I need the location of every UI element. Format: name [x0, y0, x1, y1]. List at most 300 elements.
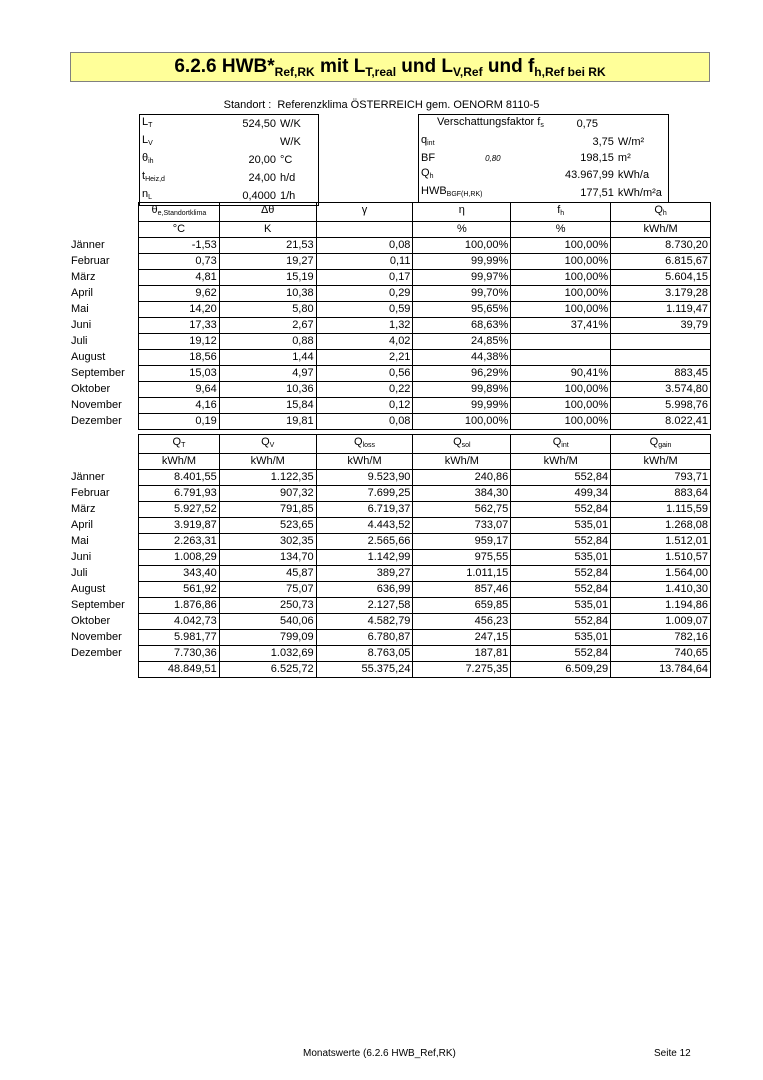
header-subscript: gain: [658, 442, 672, 449]
param-subscript: T: [148, 122, 153, 129]
param-symbol: L: [142, 116, 149, 128]
total-cell: 48.849,51: [139, 662, 220, 678]
value-cell: 99,99%: [413, 398, 511, 414]
value-cell: [611, 334, 711, 350]
column-header: [139, 435, 220, 454]
header-symbol: Δθ: [260, 204, 275, 216]
param-label: [419, 133, 553, 151]
param-value: [204, 133, 278, 151]
value-cell: 100,00%: [511, 286, 611, 302]
value-cell: 2,21: [316, 350, 413, 366]
value-cell: 6.791,93: [139, 486, 220, 502]
month-label: August: [71, 583, 106, 595]
empty-cell: [69, 454, 139, 470]
month-label: Juli: [71, 335, 88, 347]
column-header: [511, 203, 611, 222]
param-symbol: L: [142, 134, 149, 146]
value-cell: 4.443,52: [316, 518, 413, 534]
value-cell: 39,79: [611, 318, 711, 334]
value-cell: 3.919,87: [139, 518, 220, 534]
value-cell: 14,20: [139, 302, 220, 318]
value-cell: 1.119,47: [611, 302, 711, 318]
header-symbol: γ: [361, 204, 368, 216]
value-cell: 2.565,66: [316, 534, 413, 550]
title-part: und f: [482, 56, 535, 77]
value-cell: 18,56: [139, 350, 220, 366]
qint-value: 3,75: [592, 135, 614, 148]
value-cell: 3.574,80: [611, 382, 711, 398]
title-sub: h,Ref bei RK: [534, 65, 606, 79]
param-row-hwb: [419, 184, 669, 203]
footer-title: Monatswerte (6.2.6 HWB_Ref,RK): [303, 1048, 456, 1059]
value-cell: 0,59: [316, 302, 413, 318]
value-cell: 552,84: [511, 646, 611, 662]
value-cell: 100,00%: [511, 254, 611, 270]
title-sub: Ref,RK: [274, 65, 315, 79]
unit-cell: %: [413, 222, 511, 238]
column-header: [316, 435, 413, 454]
hwb-sym: HWB: [421, 185, 447, 197]
value-cell: 523,65: [219, 518, 316, 534]
value-cell: 1,32: [316, 318, 413, 334]
value-cell: 535,01: [511, 630, 611, 646]
table-row: [69, 598, 711, 614]
value-cell: 9,64: [139, 382, 220, 398]
value-cell: 10,36: [219, 382, 316, 398]
value-cell: 100,00%: [413, 238, 511, 254]
value-cell: 4,97: [219, 366, 316, 382]
month-label: November: [71, 399, 122, 411]
empty-cell: [69, 222, 139, 238]
month-label: April: [71, 519, 94, 531]
value-cell: 8.763,05: [316, 646, 413, 662]
table-row: [69, 254, 711, 270]
value-cell: 799,09: [219, 630, 316, 646]
value-cell: 975,55: [413, 550, 511, 566]
unit-cell: kWh/M: [511, 454, 611, 470]
header-subscript: loss: [362, 442, 376, 449]
value-cell: 68,63%: [413, 318, 511, 334]
param-row-qint: [419, 133, 669, 151]
column-header: [139, 203, 220, 222]
value-cell: 1.011,15: [413, 566, 511, 582]
page-title: [70, 52, 710, 82]
value-cell: 0,08: [316, 238, 413, 254]
value-cell: 247,15: [413, 630, 511, 646]
table-row: [69, 366, 711, 382]
value-cell: 5.998,76: [611, 398, 711, 414]
header-subscript: h: [662, 210, 667, 217]
table-row: [69, 486, 711, 502]
standort-line: [0, 99, 763, 111]
value-cell: 96,29%: [413, 366, 511, 382]
value-cell: 883,45: [611, 366, 711, 382]
value-cell: 44,38%: [413, 350, 511, 366]
header-symbol: Q: [649, 436, 659, 448]
value-cell: 535,01: [511, 598, 611, 614]
value-cell: 99,99%: [413, 254, 511, 270]
total-cell: 6.525,72: [219, 662, 316, 678]
value-cell: 959,17: [413, 534, 511, 550]
empty-cell: [69, 435, 139, 454]
value-cell: 15,84: [219, 398, 316, 414]
param-value: 20,00: [248, 153, 276, 166]
table-row: [69, 398, 711, 414]
table-row: [69, 302, 711, 318]
value-cell: 4.042,73: [139, 614, 220, 630]
title-part: mit L: [314, 56, 366, 77]
param-row: [140, 115, 319, 134]
value-cell: 561,92: [139, 582, 220, 598]
header-subscript: h: [560, 210, 565, 217]
value-cell: 6.780,87: [316, 630, 413, 646]
value-cell: 1.876,86: [139, 598, 220, 614]
table-row: [69, 334, 711, 350]
value-cell: 552,84: [511, 502, 611, 518]
empty-cell: [616, 115, 669, 134]
value-cell: 1.009,07: [611, 614, 711, 630]
value-cell: 1.008,29: [139, 550, 220, 566]
qint-sym: q: [421, 134, 428, 146]
param-label: [140, 169, 205, 187]
param-symbol: t: [142, 170, 146, 182]
value-cell: [511, 350, 611, 366]
month-label: Mai: [71, 303, 89, 315]
month-label: März: [71, 503, 96, 515]
value-cell: 782,16: [611, 630, 711, 646]
value-cell: 90,41%: [511, 366, 611, 382]
value-cell: 0,08: [316, 414, 413, 430]
total-cell: 55.375,24: [316, 662, 413, 678]
value-cell: 99,97%: [413, 270, 511, 286]
right-params-table: [418, 114, 669, 203]
header-subscript: T: [181, 442, 186, 449]
value-cell: 100,00%: [511, 382, 611, 398]
value-cell: 100,00%: [413, 414, 511, 430]
header-symbol: θ: [151, 204, 158, 216]
value-cell: 1.032,69: [219, 646, 316, 662]
total-cell: 13.784,64: [611, 662, 711, 678]
value-cell: 5.927,52: [139, 502, 220, 518]
param-label: [419, 166, 553, 184]
value-cell: 187,81: [413, 646, 511, 662]
unit-cell: °C: [139, 222, 220, 238]
column-header: [413, 435, 511, 454]
header-symbol: Q: [654, 204, 663, 216]
unit-cell: kWh/M: [611, 222, 711, 238]
unit-cell: %: [511, 222, 611, 238]
value-cell: 302,35: [219, 534, 316, 550]
table-row: [69, 414, 711, 430]
value-cell: 4.582,79: [316, 614, 413, 630]
month-label: Juni: [71, 551, 92, 563]
month-label: Oktober: [71, 615, 111, 627]
table-row: [69, 582, 711, 598]
value-cell: 7.699,25: [316, 486, 413, 502]
value-cell: 552,84: [511, 566, 611, 582]
value-cell: 19,81: [219, 414, 316, 430]
value-cell: -1,53: [139, 238, 220, 254]
unit-cell: [316, 222, 413, 238]
param-row-qh: [419, 166, 669, 184]
table-row: [69, 382, 711, 398]
table-row: [69, 470, 711, 486]
value-cell: 15,19: [219, 270, 316, 286]
value-cell: 2,67: [219, 318, 316, 334]
value-cell: 793,71: [611, 470, 711, 486]
value-cell: 21,53: [219, 238, 316, 254]
param-value: 0,4000: [242, 189, 276, 202]
qint-sub: int: [427, 140, 435, 147]
value-cell: 4,02: [316, 334, 413, 350]
table-row: [69, 350, 711, 366]
value-cell: 100,00%: [511, 302, 611, 318]
month-label: April: [71, 287, 94, 299]
value-cell: 0,11: [316, 254, 413, 270]
standort-value: Referenzklima ÖSTERREICH gem. OENORM 8110-5: [277, 99, 540, 111]
empty-cell: [69, 662, 139, 678]
value-cell: 19,12: [139, 334, 220, 350]
title-sub: T,real: [365, 65, 397, 79]
value-cell: [511, 334, 611, 350]
value-cell: 384,30: [413, 486, 511, 502]
param-row-fs: [419, 115, 669, 134]
param-subscript: V: [148, 140, 153, 147]
qh-unit: kWh/a: [617, 168, 650, 181]
value-cell: 4,16: [139, 398, 220, 414]
total-cell: 6.509,29: [511, 662, 611, 678]
header-symbol: Q: [172, 436, 182, 448]
month-label: November: [71, 631, 122, 643]
header-symbol: Q: [261, 436, 270, 448]
month-label: Februar: [71, 255, 110, 267]
value-cell: 1.194,86: [611, 598, 711, 614]
bf-value: 198,15: [580, 152, 614, 164]
value-cell: 100,00%: [511, 398, 611, 414]
param-value: 524,50: [242, 117, 276, 130]
value-cell: 552,84: [511, 470, 611, 486]
unit-row: [69, 222, 711, 238]
header-symbol: f: [557, 204, 561, 216]
header-subscript: e,Standortklima: [157, 210, 207, 217]
unit-cell: kWh/M: [219, 454, 316, 470]
value-cell: 6.815,67: [611, 254, 711, 270]
value-cell: 8.730,20: [611, 238, 711, 254]
value-cell: 0,56: [316, 366, 413, 382]
param-label: [419, 151, 553, 166]
totals-row: [69, 662, 711, 678]
column-header: [219, 203, 316, 222]
value-cell: 10,38: [219, 286, 316, 302]
fs-label: Verschattungsfaktor f: [437, 116, 541, 128]
fs-value: 0,75: [576, 117, 598, 130]
title-part: und L: [396, 56, 454, 77]
month-label: Juli: [71, 567, 88, 579]
value-cell: 535,01: [511, 518, 611, 534]
value-cell: 37,41%: [511, 318, 611, 334]
value-cell: 100,00%: [511, 414, 611, 430]
unit-row: [69, 454, 711, 470]
bf-unit: m²: [617, 152, 631, 164]
param-label: [419, 184, 553, 203]
value-cell: 7.730,36: [139, 646, 220, 662]
value-cell: 100,00%: [511, 238, 611, 254]
table-row: [69, 534, 711, 550]
value-cell: 0,88: [219, 334, 316, 350]
value-cell: [611, 350, 711, 366]
value-cell: 535,01: [511, 550, 611, 566]
title-part: 6.2.6 HWB*: [174, 56, 275, 77]
param-label: [419, 115, 553, 134]
param-symbol: θ: [142, 152, 149, 164]
qint-unit: W/m²: [617, 135, 645, 148]
month-label: Mai: [71, 535, 89, 547]
value-cell: 100,00%: [511, 270, 611, 286]
value-cell: 552,84: [511, 582, 611, 598]
value-cell: 99,70%: [413, 286, 511, 302]
value-cell: 791,85: [219, 502, 316, 518]
unit-cell: kWh/M: [316, 454, 413, 470]
month-label: Dezember: [71, 415, 122, 427]
total-cell: 7.275,35: [413, 662, 511, 678]
qh-value: 43.967,99: [564, 168, 614, 181]
value-cell: 240,86: [413, 470, 511, 486]
column-header: [511, 435, 611, 454]
unit-cell: kWh/M: [611, 454, 711, 470]
fs-sub: s: [540, 122, 544, 129]
param-symbol: n: [142, 188, 149, 200]
value-cell: 1,44: [219, 350, 316, 366]
value-cell: 0,22: [316, 382, 413, 398]
qh-sym: Q: [421, 167, 430, 179]
header-symbol: η: [458, 204, 465, 216]
param-label: [140, 115, 205, 134]
standort-label: Standort :: [223, 99, 272, 111]
value-cell: 1.115,59: [611, 502, 711, 518]
value-cell: 1.142,99: [316, 550, 413, 566]
unit-cell: K: [219, 222, 316, 238]
header-row: [69, 203, 711, 222]
table-row: [69, 550, 711, 566]
value-cell: 15,03: [139, 366, 220, 382]
month-label: März: [71, 271, 96, 283]
bf-factor: 0,80: [485, 154, 501, 163]
value-cell: 17,33: [139, 318, 220, 334]
value-cell: 907,32: [219, 486, 316, 502]
param-value: 24,00: [248, 171, 276, 184]
param-unit: °C: [280, 153, 293, 166]
value-cell: 883,64: [611, 486, 711, 502]
month-label: September: [71, 367, 125, 379]
value-cell: 2.127,58: [316, 598, 413, 614]
param-row: [140, 169, 319, 187]
value-cell: 250,73: [219, 598, 316, 614]
value-cell: 5,80: [219, 302, 316, 318]
value-cell: 659,85: [413, 598, 511, 614]
value-cell: 562,75: [413, 502, 511, 518]
param-subscript: Heiz,d: [145, 176, 165, 183]
column-header: [316, 203, 413, 222]
value-cell: 0,73: [139, 254, 220, 270]
value-cell: 4,81: [139, 270, 220, 286]
column-header: [413, 203, 511, 222]
table-row: [69, 614, 711, 630]
unit-cell: kWh/M: [413, 454, 511, 470]
table-row: [69, 646, 711, 662]
table-row: [69, 502, 711, 518]
param-subscript: ih: [148, 158, 154, 165]
month-label: Dezember: [71, 647, 122, 659]
param-unit: 1/h: [280, 189, 296, 202]
value-cell: 1.564,00: [611, 566, 711, 582]
table-row: [69, 270, 711, 286]
value-cell: 1.410,30: [611, 582, 711, 598]
value-cell: 499,34: [511, 486, 611, 502]
value-cell: 8.022,41: [611, 414, 711, 430]
bf-sym: BF: [421, 152, 436, 164]
value-cell: 740,65: [611, 646, 711, 662]
hwb-unit: kWh/m²a: [617, 186, 662, 199]
value-cell: 19,27: [219, 254, 316, 270]
month-label: Februar: [71, 487, 110, 499]
value-cell: 540,06: [219, 614, 316, 630]
param-unit: W/K: [280, 135, 301, 148]
param-subscript: L: [148, 194, 153, 201]
value-cell: 1.268,08: [611, 518, 711, 534]
page-number: Seite 12: [654, 1048, 691, 1059]
value-cell: 636,99: [316, 582, 413, 598]
value-cell: 552,84: [511, 614, 611, 630]
value-cell: 75,07: [219, 582, 316, 598]
value-cell: 24,85%: [413, 334, 511, 350]
month-label: Jänner: [71, 471, 105, 483]
value-cell: 0,17: [316, 270, 413, 286]
left-params-table: [139, 114, 319, 206]
hwb-sub: BGF(H,RK): [446, 191, 483, 198]
month-label: Oktober: [71, 383, 111, 395]
param-label: [140, 133, 205, 151]
header-subscript: V: [269, 442, 275, 449]
monthly-table-1: [69, 202, 711, 430]
table-row: [69, 318, 711, 334]
column-header: [611, 203, 711, 222]
value-cell: 733,07: [413, 518, 511, 534]
param-row: [140, 151, 319, 169]
title-sub: V,Ref: [453, 65, 483, 79]
table-row: [69, 286, 711, 302]
param-row: [140, 133, 319, 151]
unit-cell: kWh/M: [139, 454, 220, 470]
column-header: [219, 435, 316, 454]
header-symbol: Q: [552, 436, 562, 448]
table-row: [69, 566, 711, 582]
value-cell: 1.512,01: [611, 534, 711, 550]
value-cell: 343,40: [139, 566, 220, 582]
value-cell: 8.401,55: [139, 470, 220, 486]
value-cell: 6.719,37: [316, 502, 413, 518]
value-cell: 9,62: [139, 286, 220, 302]
header-subscript: int: [561, 442, 569, 449]
value-cell: 2.263,31: [139, 534, 220, 550]
value-cell: 99,89%: [413, 382, 511, 398]
table-row: [69, 630, 711, 646]
param-row-bf: [419, 151, 669, 166]
param-label: [140, 151, 205, 169]
value-cell: 0,12: [316, 398, 413, 414]
value-cell: 5.981,77: [139, 630, 220, 646]
value-cell: 0,19: [139, 414, 220, 430]
value-cell: 3.179,28: [611, 286, 711, 302]
